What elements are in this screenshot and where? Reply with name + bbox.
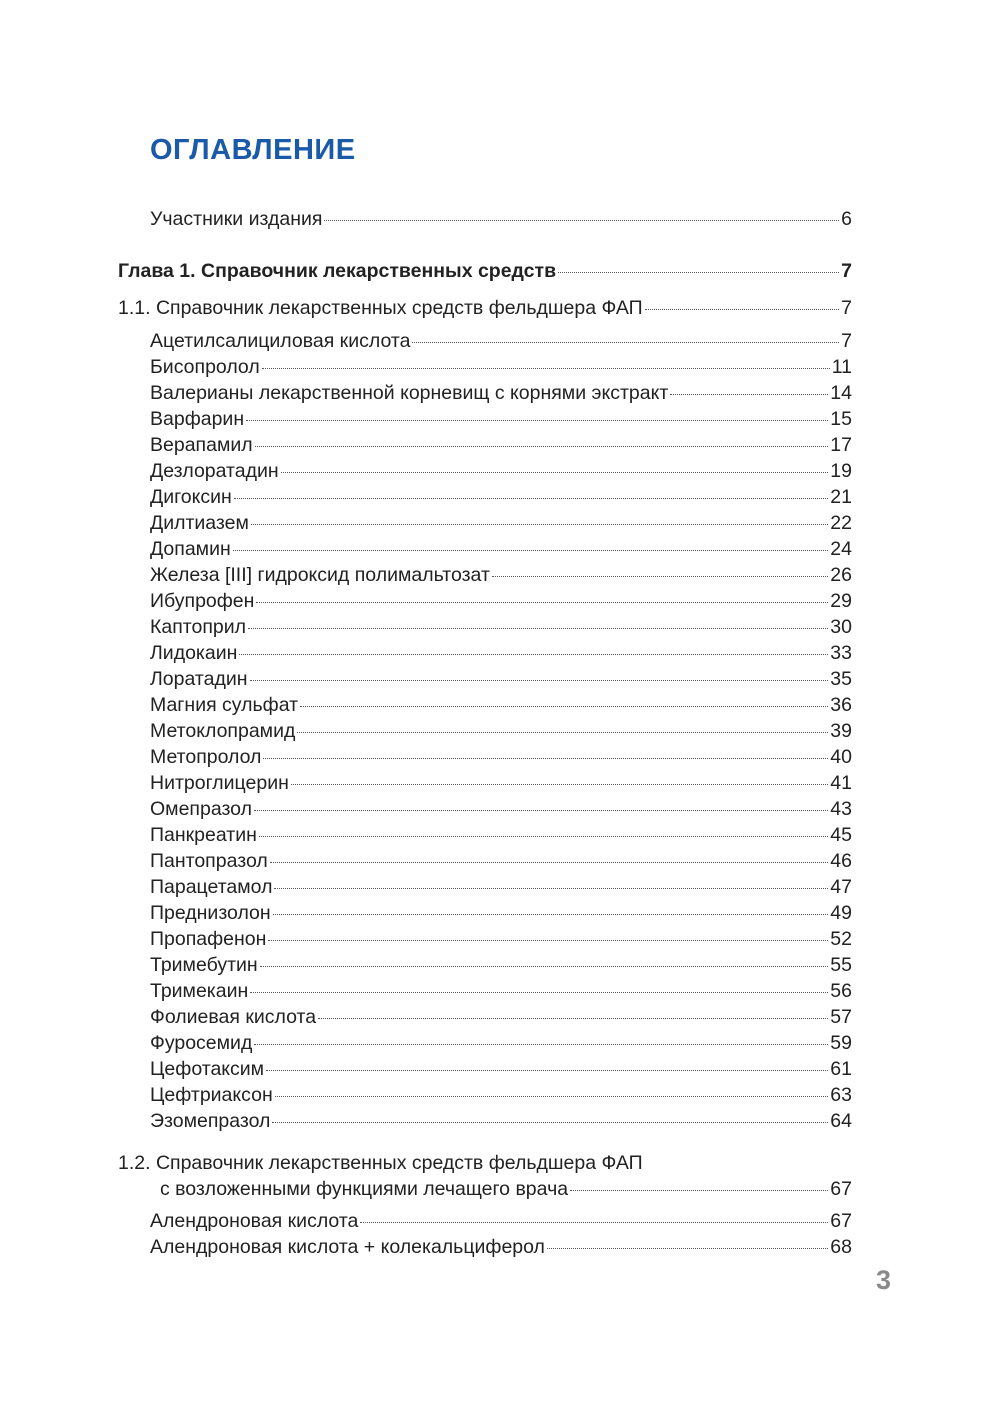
toc-entry[interactable]	[150, 328, 852, 354]
toc-entry-page: 36	[830, 694, 852, 716]
toc-entry-participants[interactable]	[150, 206, 852, 232]
dot-leader	[259, 836, 828, 837]
toc-entry[interactable]	[150, 458, 852, 484]
toc-entry[interactable]	[150, 380, 852, 406]
toc-entry-label: Глава 1. Справочник лекарственных средств	[118, 260, 557, 282]
toc-entry-label: Фолиевая кислота	[150, 1006, 317, 1028]
toc-entry-page: 24	[830, 538, 852, 560]
dot-leader	[250, 680, 829, 681]
toc-entry[interactable]	[150, 484, 852, 510]
dot-leader	[318, 1018, 828, 1019]
dot-leader	[547, 1248, 828, 1249]
toc-entry[interactable]	[150, 926, 852, 952]
toc-entry[interactable]	[150, 952, 852, 978]
dot-leader	[412, 342, 839, 343]
toc-entry-label: Нитроглицерин	[150, 772, 289, 794]
toc-entry-page: 35	[830, 668, 852, 690]
toc-entry[interactable]	[150, 744, 852, 770]
toc-entry[interactable]	[150, 432, 852, 458]
dot-leader	[297, 732, 828, 733]
toc-entry-label: Дигоксин	[150, 486, 232, 508]
toc-entry-label: Валерианы лекарственной корневищ с корнями экстракт	[150, 382, 669, 404]
toc-entry[interactable]	[150, 796, 852, 822]
toc-entry-page: 68	[830, 1236, 852, 1258]
dot-leader	[233, 550, 829, 551]
dot-leader	[281, 472, 829, 473]
toc-entry-page: 67	[830, 1178, 852, 1200]
toc-chapter-1[interactable]	[118, 258, 852, 284]
dot-leader	[300, 706, 828, 707]
toc-entry[interactable]	[150, 562, 852, 588]
toc-entry[interactable]	[150, 1208, 852, 1234]
toc-entry-page: 14	[830, 382, 852, 404]
toc-entry-label: Тримебутин	[150, 954, 258, 976]
toc-entry-label: Варфарин	[150, 408, 245, 430]
toc-entry-label: Ибупрофен	[150, 590, 255, 612]
toc-entry-label: Каптоприл	[150, 616, 246, 638]
toc-entry[interactable]	[150, 1030, 852, 1056]
toc-entry-label: Цефтриаксон	[150, 1084, 273, 1106]
dot-leader	[250, 992, 828, 993]
toc-entry-label: Преднизолон	[150, 902, 271, 924]
toc-entry-label: Метопролол	[150, 746, 262, 768]
dot-leader	[275, 1096, 829, 1097]
dot-leader	[248, 628, 828, 629]
toc-entry-label: Фуросемид	[150, 1032, 253, 1054]
dot-leader	[291, 784, 828, 785]
dot-leader	[239, 654, 828, 655]
toc-entry[interactable]	[150, 900, 852, 926]
dot-leader	[234, 498, 829, 499]
toc-entry-page: 21	[830, 486, 852, 508]
toc-entry-page: 59	[830, 1032, 852, 1054]
dot-leader	[246, 420, 828, 421]
toc-entry[interactable]	[150, 1056, 852, 1082]
toc-entry-label: Панкреатин	[150, 824, 257, 846]
toc-entry[interactable]	[150, 640, 852, 666]
toc-entry-page: 49	[830, 902, 852, 924]
toc-entry-page: 67	[830, 1210, 852, 1232]
toc-entry-label: Дезлоратадин	[150, 460, 279, 482]
dot-leader	[273, 914, 829, 915]
toc-entry-page: 7	[841, 330, 852, 352]
toc-entry[interactable]	[150, 718, 852, 744]
dot-leader	[570, 1190, 828, 1191]
toc-entry[interactable]	[150, 536, 852, 562]
toc-entry-label-line1: 1.2. Справочник лекарственных средств фельдшера ФАП	[118, 1152, 643, 1174]
toc-section-1-2[interactable]	[118, 1150, 852, 1202]
toc-entry[interactable]	[150, 1234, 852, 1260]
toc-entry-page: 55	[830, 954, 852, 976]
page-number: 3	[876, 1265, 892, 1295]
page-title: ОГЛАВЛЕНИЕ	[150, 134, 356, 166]
dot-leader	[254, 810, 828, 811]
dot-leader	[272, 1122, 828, 1123]
toc-entry-label: Тримекаин	[150, 980, 249, 1002]
toc-entry-page: 7	[841, 260, 852, 282]
toc-entry-label-line2: с возложенными функциями лечащего врача	[160, 1178, 569, 1200]
toc-entry[interactable]	[150, 978, 852, 1004]
toc-entry-page: 6	[841, 208, 852, 230]
toc-entry-page: 33	[830, 642, 852, 664]
toc-entry-page: 7	[841, 297, 852, 319]
toc-entry-label: Омепразол	[150, 798, 252, 820]
dot-leader	[256, 602, 828, 603]
toc-entry[interactable]	[150, 354, 852, 380]
toc-entry-page: 41	[830, 772, 852, 794]
toc-entry[interactable]	[150, 510, 852, 536]
toc-entry-page: 61	[830, 1058, 852, 1080]
toc-entry[interactable]	[150, 1082, 852, 1108]
toc-entry-page: 22	[830, 512, 852, 534]
toc-entry-page: 56	[830, 980, 852, 1002]
toc-entry-page: 26	[830, 564, 852, 586]
toc-entry-page: 52	[830, 928, 852, 950]
toc-entry-page: 46	[830, 850, 852, 872]
toc-entry-label: Ацетилсалициловая кислота	[150, 330, 411, 352]
toc-entry-page: 17	[830, 434, 852, 456]
toc-entry-label: Магния сульфат	[150, 694, 299, 716]
dot-leader	[255, 446, 829, 447]
toc-entry[interactable]	[150, 1004, 852, 1030]
toc-entry-label: Парацетамол	[150, 876, 273, 898]
toc-entry-label: Пропафенон	[150, 928, 267, 950]
toc-entry[interactable]	[150, 692, 852, 718]
dot-leader	[262, 368, 830, 369]
toc-entry-label: Железа [III] гидроксид полимальтозат	[150, 564, 490, 586]
toc-entry[interactable]	[150, 406, 852, 432]
toc-entry[interactable]	[150, 874, 852, 900]
dot-leader	[251, 524, 828, 525]
toc-entry[interactable]	[150, 848, 852, 874]
toc-entry[interactable]	[150, 588, 852, 614]
toc-entry-page: 11	[831, 356, 852, 378]
dot-leader	[270, 862, 829, 863]
dot-leader	[670, 394, 828, 395]
toc-entry-label: Бисопролол	[150, 356, 260, 378]
toc-entry-label: Лоратадин	[150, 668, 248, 690]
dot-leader	[645, 309, 839, 310]
toc-entry[interactable]	[150, 770, 852, 796]
toc-entry-page: 47	[830, 876, 852, 898]
dot-leader	[492, 576, 828, 577]
toc-entry[interactable]	[150, 614, 852, 640]
toc-entry-page: 19	[830, 460, 852, 482]
toc-entry-label: Верапамил	[150, 434, 253, 456]
toc-entry-page: 39	[830, 720, 852, 742]
dot-leader	[268, 940, 828, 941]
toc-entry-label: Лидокаин	[150, 642, 238, 664]
dot-leader	[266, 1070, 828, 1071]
toc-entry-label: Алендроновая кислота	[150, 1210, 359, 1232]
dot-leader	[254, 1044, 828, 1045]
toc-entry-label: Алендроновая кислота + колекальциферол	[150, 1236, 545, 1258]
toc-entry-label: Дилтиазем	[150, 512, 249, 534]
toc-entry[interactable]	[150, 822, 852, 848]
toc-entry-page: 45	[830, 824, 852, 846]
toc-section-1-1[interactable]	[118, 295, 852, 321]
dot-leader	[360, 1222, 828, 1223]
toc-entry-label: Метоклопрамид	[150, 720, 296, 742]
dot-leader	[260, 966, 829, 967]
toc-entry-page: 43	[830, 798, 852, 820]
toc-entry-page: 64	[830, 1110, 852, 1132]
dot-leader	[324, 220, 839, 221]
toc-entry-label: Допамин	[150, 538, 231, 560]
toc-entry-page: 29	[830, 590, 852, 612]
toc-entry-label: Эзомепразол	[150, 1110, 271, 1132]
dot-leader	[558, 272, 839, 273]
toc-entry-label: 1.1. Справочник лекарственных средств фельдшера ФАП	[118, 297, 643, 319]
toc-entry[interactable]	[150, 666, 852, 692]
toc-entry-label: Участники издания	[150, 208, 323, 230]
toc-entry-label: Пантопразол	[150, 850, 268, 872]
toc-entry-page: 30	[830, 616, 852, 638]
dot-leader	[274, 888, 828, 889]
dot-leader	[263, 758, 828, 759]
toc-entry-page: 15	[830, 408, 852, 430]
toc-entry[interactable]	[150, 1108, 852, 1134]
toc-entry-page: 40	[830, 746, 852, 768]
toc-entry-page: 63	[830, 1084, 852, 1106]
toc-entry-page: 57	[830, 1006, 852, 1028]
toc-entry-label: Цефотаксим	[150, 1058, 265, 1080]
